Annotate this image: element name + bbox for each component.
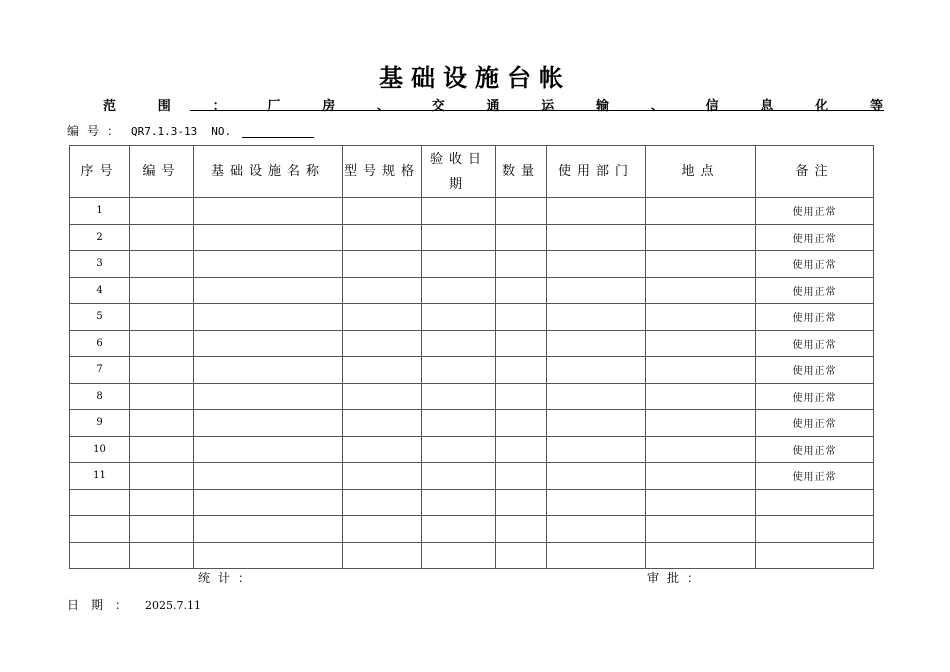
row-seq: 4 — [70, 277, 130, 304]
empty-cell — [547, 224, 646, 251]
facility-ledger-table — [69, 145, 874, 569]
empty-cell — [496, 198, 547, 225]
code-value: QR7.1.3-13 — [131, 125, 198, 138]
header-row — [70, 146, 874, 198]
scope-char: 化 — [815, 98, 829, 114]
table-row — [70, 357, 874, 384]
row-seq: 5 — [70, 304, 130, 331]
empty-cell — [343, 251, 422, 278]
empty-cell — [422, 357, 496, 384]
header-location: 地点 — [646, 146, 756, 198]
row-seq — [70, 516, 130, 543]
row-remarks: 使用正常 — [756, 251, 874, 278]
empty-cell — [496, 383, 547, 410]
empty-cell — [496, 489, 547, 516]
table-row — [70, 463, 874, 490]
empty-cell — [343, 198, 422, 225]
scope-char: 房 — [322, 98, 336, 114]
form-code — [67, 122, 231, 139]
empty-cell — [422, 224, 496, 251]
empty-cell — [343, 304, 422, 331]
empty-cell — [496, 436, 547, 463]
empty-cell — [343, 489, 422, 516]
empty-cell — [130, 542, 194, 569]
empty-cell — [646, 198, 756, 225]
empty-cell — [422, 463, 496, 490]
empty-cell — [496, 463, 547, 490]
empty-cell — [422, 489, 496, 516]
statistics-label: 统计： — [198, 571, 259, 585]
empty-cell — [646, 463, 756, 490]
table-row — [70, 224, 874, 251]
row-remarks: 使用正常 — [756, 304, 874, 331]
empty-cell — [646, 277, 756, 304]
table-row — [70, 330, 874, 357]
row-seq: 1 — [70, 198, 130, 225]
empty-cell — [496, 410, 547, 437]
empty-cell — [496, 304, 547, 331]
empty-cell — [547, 277, 646, 304]
row-seq — [70, 542, 130, 569]
header-department: 使用部门 — [547, 146, 646, 198]
row-seq: 2 — [70, 224, 130, 251]
empty-cell — [194, 489, 343, 516]
empty-cell — [343, 542, 422, 569]
empty-cell — [194, 436, 343, 463]
empty-cell — [130, 251, 194, 278]
empty-cell — [130, 304, 194, 331]
empty-cell — [496, 224, 547, 251]
no-underline — [242, 137, 314, 138]
table-row — [70, 489, 874, 516]
empty-cell — [194, 383, 343, 410]
empty-cell — [547, 330, 646, 357]
empty-cell — [547, 542, 646, 569]
empty-cell — [130, 436, 194, 463]
empty-cell — [194, 330, 343, 357]
empty-cell — [547, 410, 646, 437]
row-seq: 9 — [70, 410, 130, 437]
scope-char: 、 — [650, 98, 664, 114]
table-row — [70, 277, 874, 304]
empty-cell — [422, 277, 496, 304]
row-seq — [70, 489, 130, 516]
empty-cell — [646, 330, 756, 357]
document-title: 基础设施台帐 — [379, 63, 571, 92]
row-remarks: 使用正常 — [756, 463, 874, 490]
empty-cell — [646, 304, 756, 331]
empty-cell — [194, 516, 343, 543]
empty-cell — [422, 251, 496, 278]
scope-char: 信 — [705, 98, 719, 114]
empty-cell — [496, 542, 547, 569]
header-acceptance-date: 验收日期 — [422, 146, 496, 198]
table-row — [70, 410, 874, 437]
row-remarks: 使用正常 — [756, 357, 874, 384]
empty-cell — [130, 410, 194, 437]
empty-cell — [130, 330, 194, 357]
row-remarks: 使用正常 — [756, 330, 874, 357]
scope-char: 运 — [541, 98, 555, 114]
empty-cell — [496, 251, 547, 278]
empty-cell — [343, 463, 422, 490]
empty-cell — [646, 224, 756, 251]
empty-cell — [343, 357, 422, 384]
empty-cell — [343, 383, 422, 410]
table-row — [70, 198, 874, 225]
empty-cell — [422, 198, 496, 225]
empty-cell — [496, 516, 547, 543]
table-row — [70, 251, 874, 278]
table-row — [70, 516, 874, 543]
table-row — [70, 304, 874, 331]
approval-label: 审批： — [647, 571, 708, 585]
scope-char: 通 — [486, 98, 500, 114]
scope-char: 范 — [103, 98, 117, 114]
header-seq: 序号 — [70, 146, 130, 198]
empty-cell — [646, 357, 756, 384]
empty-cell — [130, 516, 194, 543]
empty-cell — [646, 542, 756, 569]
empty-cell — [422, 516, 496, 543]
empty-cell — [343, 224, 422, 251]
empty-cell — [130, 357, 194, 384]
empty-cell — [496, 330, 547, 357]
scope-char: 围 — [157, 98, 171, 114]
empty-cell — [422, 410, 496, 437]
empty-cell — [130, 224, 194, 251]
code-label: 编号： — [67, 124, 128, 138]
empty-cell — [343, 277, 422, 304]
scope-char: ： — [212, 98, 226, 114]
empty-cell — [130, 383, 194, 410]
empty-cell — [422, 542, 496, 569]
empty-cell — [422, 330, 496, 357]
empty-cell — [496, 357, 547, 384]
empty-cell — [130, 489, 194, 516]
empty-cell — [646, 516, 756, 543]
table-row — [70, 436, 874, 463]
header-quantity: 数量 — [496, 146, 547, 198]
scope-char: 等 — [869, 98, 883, 114]
empty-cell — [547, 489, 646, 516]
row-seq: 11 — [70, 463, 130, 490]
row-remarks — [756, 489, 874, 516]
empty-cell — [194, 410, 343, 437]
empty-cell — [646, 436, 756, 463]
empty-cell — [547, 436, 646, 463]
row-seq: 6 — [70, 330, 130, 357]
empty-cell — [343, 410, 422, 437]
row-seq: 10 — [70, 436, 130, 463]
scope-char: 息 — [760, 98, 774, 114]
empty-cell — [646, 251, 756, 278]
scope-underline — [190, 110, 884, 111]
empty-cell — [194, 224, 343, 251]
empty-cell — [646, 489, 756, 516]
row-remarks: 使用正常 — [756, 224, 874, 251]
empty-cell — [130, 198, 194, 225]
empty-cell — [646, 383, 756, 410]
row-remarks: 使用正常 — [756, 436, 874, 463]
header-remarks: 备注 — [756, 146, 874, 198]
table-row — [70, 542, 874, 569]
date-label: 日期： — [67, 598, 140, 612]
empty-cell — [547, 357, 646, 384]
empty-cell — [547, 198, 646, 225]
date-line — [67, 596, 201, 613]
empty-cell — [194, 277, 343, 304]
header-code: 编号 — [130, 146, 194, 198]
empty-cell — [343, 516, 422, 543]
empty-cell — [547, 251, 646, 278]
empty-cell — [422, 383, 496, 410]
no-label: NO. — [211, 125, 232, 138]
empty-cell — [496, 277, 547, 304]
scope-char: 输 — [596, 98, 610, 114]
empty-cell — [194, 304, 343, 331]
table-row — [70, 383, 874, 410]
empty-cell — [547, 383, 646, 410]
row-remarks: 使用正常 — [756, 410, 874, 437]
empty-cell — [130, 463, 194, 490]
empty-cell — [343, 436, 422, 463]
empty-cell — [194, 198, 343, 225]
empty-cell — [194, 463, 343, 490]
empty-cell — [646, 410, 756, 437]
row-remarks — [756, 542, 874, 569]
empty-cell — [547, 304, 646, 331]
empty-cell — [343, 330, 422, 357]
scope-char: 、 — [376, 98, 390, 114]
empty-cell — [547, 463, 646, 490]
empty-cell — [422, 436, 496, 463]
header-model-spec: 型号规格 — [343, 146, 422, 198]
empty-cell — [130, 277, 194, 304]
header-facility-name: 基础设施名称 — [194, 146, 343, 198]
empty-cell — [422, 304, 496, 331]
row-remarks: 使用正常 — [756, 198, 874, 225]
row-remarks: 使用正常 — [756, 277, 874, 304]
empty-cell — [194, 542, 343, 569]
empty-cell — [194, 357, 343, 384]
row-remarks: 使用正常 — [756, 383, 874, 410]
row-seq: 3 — [70, 251, 130, 278]
scope-char: 厂 — [267, 98, 281, 114]
row-seq: 7 — [70, 357, 130, 384]
scope-char: 交 — [431, 98, 445, 114]
row-seq: 8 — [70, 383, 130, 410]
date-value: 2025.7.11 — [145, 599, 201, 612]
empty-cell — [547, 516, 646, 543]
empty-cell — [194, 251, 343, 278]
row-remarks — [756, 516, 874, 543]
